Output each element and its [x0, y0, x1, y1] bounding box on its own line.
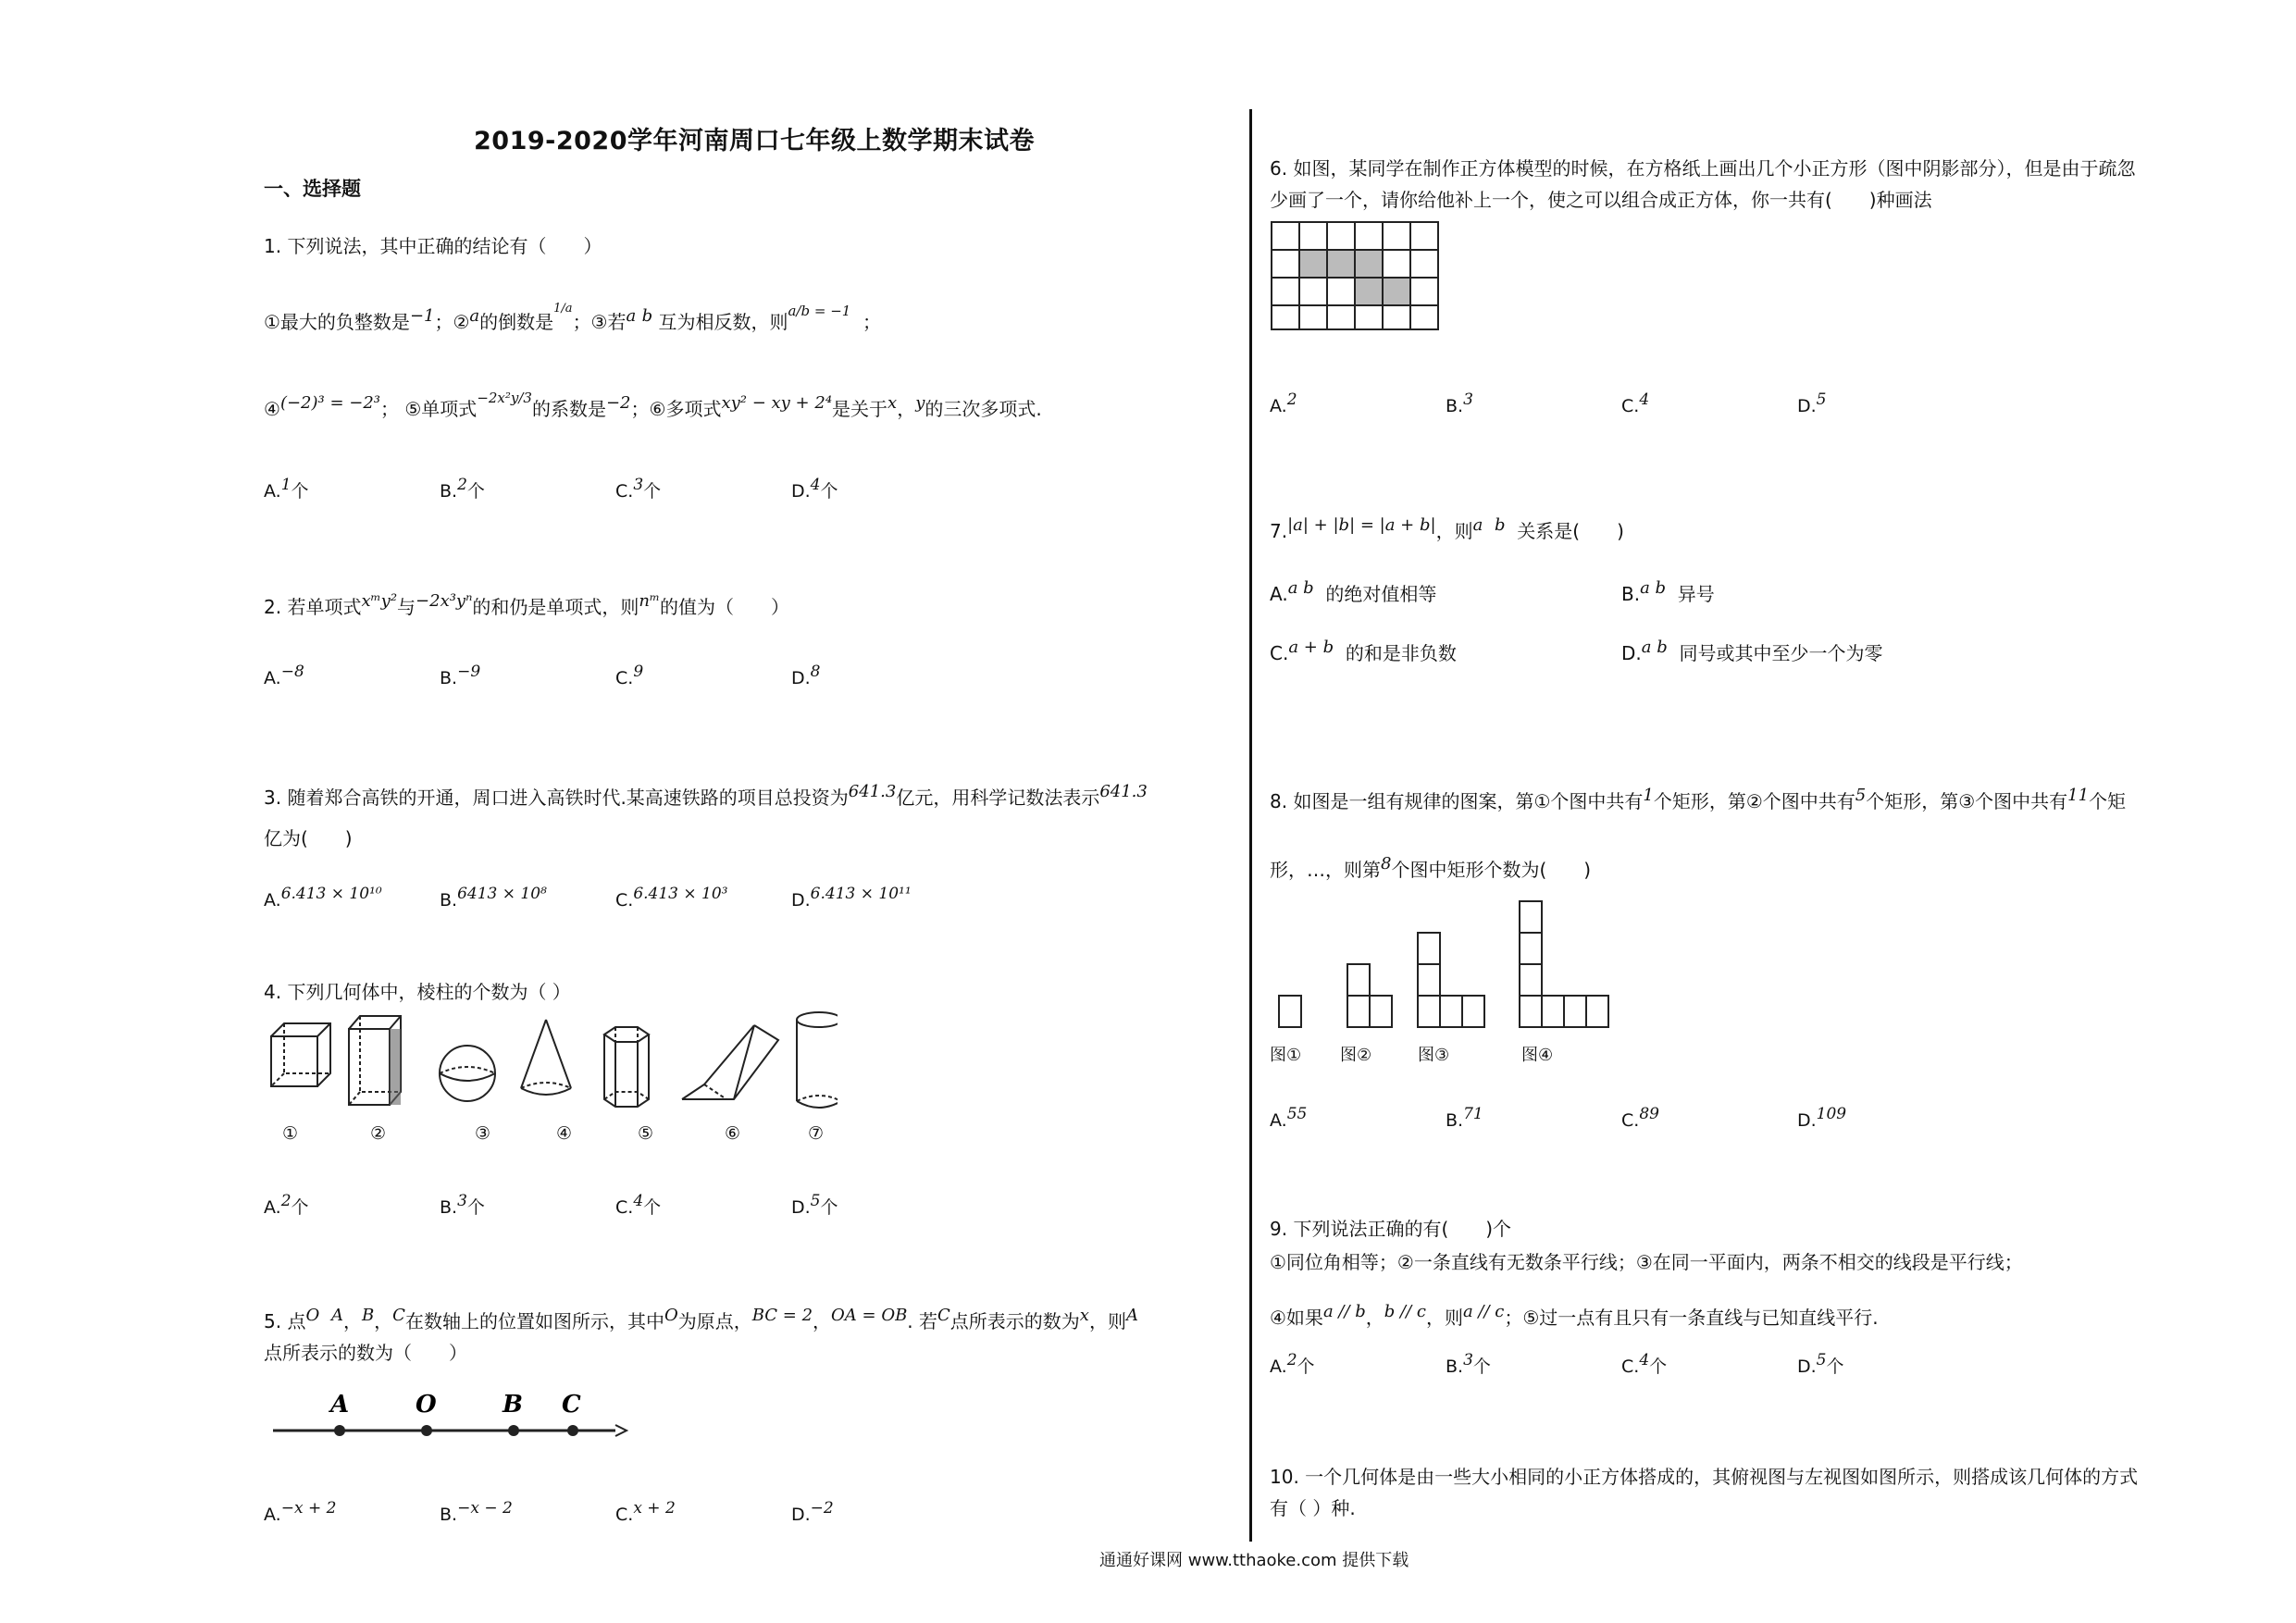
q2-stem: 2. 若单项式xᵐy²与−2x³yⁿ的和仍是单项式，则nᵐ的值为（ ） [264, 591, 790, 618]
q3-option-b[interactable]: B.6413 × 10⁸ [440, 885, 547, 911]
solid-label: ② [370, 1123, 387, 1144]
q3-line1: 3. 随着郑合高铁的开通，周口进入高铁时代.某高速铁路的项目总投资为641.3亿元，用科学记数法表示641.3 [264, 782, 1148, 809]
q6-option-b[interactable]: B.3 [1446, 390, 1473, 416]
solid-label: ① [282, 1123, 299, 1144]
q1-text: 的系数是 [531, 398, 606, 420]
q5-number-line [264, 1379, 634, 1453]
q7-stem: 7.|a| + |b| = |a + b|，则a b 关系是( ) [1270, 515, 1624, 542]
q7-math: |a| + |b| = |a + b| [1287, 515, 1436, 535]
fig-label: 图① [1270, 1046, 1302, 1065]
q1-text: ； ⑤单项式 [380, 398, 478, 420]
q1-text: ， [897, 398, 916, 420]
q2-options [264, 663, 1226, 700]
q1-text: ； [863, 311, 882, 333]
q9-stem: 9. 下列说法正确的有( )个 [1270, 1218, 1512, 1240]
q8-line1: 8. 如图是一组有规律的图案，第①个图中共有1个矩形，第②个图中共有5个矩形，第③个图中共有11个矩 [1270, 786, 2127, 812]
q4-option-b[interactable]: B.3个 [440, 1192, 485, 1218]
q4-option-d[interactable]: D.5个 [791, 1192, 838, 1218]
q9-option-a[interactable]: A.2个 [1270, 1351, 1315, 1377]
q1-math: a [469, 306, 480, 326]
q8-option-c[interactable]: C.89 [1621, 1105, 1659, 1131]
q2-option-a[interactable]: A.−8 [264, 663, 304, 688]
q1-text: 的倒数是 [479, 311, 554, 333]
q1-math-fraction: 1/a [553, 302, 573, 316]
q9-option-d[interactable]: D.5个 [1797, 1351, 1844, 1377]
q5-line1: 5. 点O A，B，C在数轴上的位置如图所示，其中O为原点，BC = 2，OA = OB. 若C点所表示的数为x，则A [264, 1306, 1138, 1332]
q1-option-d[interactable]: D.4个 [791, 476, 838, 502]
q6-line2: 少画了一个，请你给他补上一个，使之可以组合成正方体，你一共有( )种画法 [1270, 189, 1932, 211]
q1-line1 [264, 302, 882, 334]
q1-line2 [264, 390, 1042, 421]
q5-math: OA = OB [831, 1306, 908, 1325]
axis-label-a: A [330, 1391, 350, 1419]
q1-math-fraction: a/b = −1 [788, 303, 851, 319]
q10-line2: 有（ ）种. [1270, 1497, 1356, 1519]
q4-solids-figure [264, 1009, 838, 1120]
q6-line1: 6. 如图，某同学在制作正方体模型的时候，在方格纸上画出几个小正方形（图中阴影部分），但是由于疏忽 [1270, 157, 2136, 180]
q1-math: a [626, 306, 637, 326]
q2-math: nᵐ [639, 591, 661, 611]
q2-math: −2x³yⁿ [416, 591, 473, 611]
q1-text: 互为相反数，则 [658, 311, 788, 333]
q7-option-c[interactable]: C.a + b 的和是非负数 [1270, 638, 1457, 664]
q10-line1: 10. 一个几何体是由一些大小相同的小正方体搭成的，其俯视图与左视图如图所示，则搭成该几何体的方式 [1270, 1466, 2139, 1488]
q6-options [1270, 390, 2232, 427]
q1-option-b[interactable]: B.2个 [440, 476, 485, 502]
q4-stem: 4. 下列几何体中，棱柱的个数为（ ） [264, 981, 571, 1003]
q3-option-c[interactable]: C.6.413 × 10³ [615, 885, 728, 911]
q5-option-a[interactable]: A.−x + 2 [264, 1499, 337, 1525]
q1-math: xy² − xy + 2⁴ [721, 393, 833, 413]
q4-option-c[interactable]: C.4个 [615, 1192, 662, 1218]
q7-option-a[interactable]: A.a b 的绝对值相等 [1270, 578, 1437, 605]
q2-option-c[interactable]: C.9 [615, 663, 644, 688]
section-heading: 一、选择题 [264, 178, 361, 200]
solid-label: ⑦ [808, 1123, 825, 1144]
q8-option-d[interactable]: D.109 [1797, 1105, 1847, 1131]
q2-math: xᵐy² [361, 591, 398, 611]
q1-text: ；② [434, 311, 470, 333]
q1-text: 是关于 [832, 398, 888, 420]
q5-math: BC = 2 [751, 1306, 813, 1325]
q8-option-a[interactable]: A.55 [1270, 1105, 1308, 1131]
q5-option-d[interactable]: D.−2 [791, 1499, 834, 1525]
fig-label: 图③ [1418, 1046, 1450, 1065]
q8-option-b[interactable]: B.71 [1446, 1105, 1483, 1131]
q3-line2: 亿为( ) [264, 827, 353, 849]
q1-text: ①最大的负整数是 [264, 311, 410, 333]
q2-option-b[interactable]: B.−9 [440, 663, 481, 688]
q7-option-b[interactable]: B.a b 异号 [1621, 578, 1715, 605]
q3-math: 641.3 [848, 782, 897, 801]
q6-grid-figure [1270, 220, 1442, 333]
page-footer: 通通好课网 www.tthaoke.com 提供下载 [1099, 1551, 1409, 1570]
q9-option-b[interactable]: B.3个 [1446, 1351, 1491, 1377]
q9-options [1270, 1353, 2232, 1384]
q1-math: y [915, 393, 925, 413]
q1-math: x [887, 393, 898, 413]
q5-line2: 点所表示的数为（ ） [264, 1342, 467, 1364]
q8-line2: 形，…，则第8个图中矩形个数为( ) [1270, 854, 1592, 881]
q1-text: ；⑥多项式 [630, 398, 722, 420]
axis-label-c: C [562, 1391, 581, 1419]
q1-text: 的三次多项式. [925, 398, 1042, 420]
q6-option-a[interactable]: A.2 [1270, 390, 1297, 416]
fig-label: 图④ [1521, 1046, 1554, 1065]
axis-label-o: O [416, 1391, 437, 1419]
q9-line1: ①同位角相等；②一条直线有无数条平行线；③在同一平面内，两条不相交的线段是平行线； [1270, 1251, 2023, 1273]
axis-label-b: B [503, 1391, 523, 1419]
q1-math: (−2)³ = −2³ [279, 393, 381, 413]
q4-options [264, 1194, 1226, 1225]
q3-option-a[interactable]: A.6.413 × 10¹⁰ [264, 885, 382, 911]
q9-option-c[interactable]: C.4个 [1621, 1351, 1668, 1377]
q1-options [264, 477, 1226, 509]
q5-options [264, 1499, 1226, 1536]
q8-pattern-figure [1270, 888, 1640, 1046]
q3-option-d[interactable]: D.6.413 × 10¹¹ [791, 885, 912, 911]
q1-text: ④ [264, 398, 280, 420]
q1-text: ；③若 [572, 311, 627, 333]
q1-option-c[interactable]: C.3个 [615, 476, 662, 502]
q3-options [264, 885, 1226, 922]
q1-option-a[interactable]: A.1个 [264, 476, 309, 502]
column-divider [1249, 109, 1252, 1542]
solid-label: ⑤ [638, 1123, 654, 1144]
q9-line2: ④如果a // b，b // c，则a // c；⑤过一点有且只有一条直线与已知直线平行. [1270, 1302, 1879, 1329]
q1-math: −2 [605, 393, 631, 413]
q3-math: 641.3 [1099, 782, 1148, 801]
q1-math: b [641, 306, 653, 326]
q5-option-b[interactable]: B.−x − 2 [440, 1499, 513, 1525]
q1-stem: 1. 下列说法，其中正确的结论有（ ） [264, 235, 602, 257]
q7-option-d[interactable]: D.a b 同号或其中至少一个为零 [1621, 638, 1883, 664]
q8-options [1270, 1105, 2232, 1142]
solid-label: ③ [475, 1123, 491, 1144]
q6-option-c[interactable]: C.4 [1621, 390, 1650, 416]
q1-math-fraction: −2x²y/3 [477, 390, 532, 406]
q6-option-d[interactable]: D.5 [1797, 390, 1827, 416]
q1-math: −1 [409, 306, 435, 326]
solid-label: ⑥ [725, 1123, 741, 1144]
fig-label: 图② [1340, 1046, 1372, 1065]
solid-label: ④ [556, 1123, 573, 1144]
q4-option-a[interactable]: A.2个 [264, 1192, 309, 1218]
page-title: 2019-2020学年河南周口七年级上数学期末试卷 [474, 127, 1035, 155]
q5-option-c[interactable]: C.x + 2 [615, 1499, 676, 1525]
q2-option-d[interactable]: D.8 [791, 663, 821, 688]
